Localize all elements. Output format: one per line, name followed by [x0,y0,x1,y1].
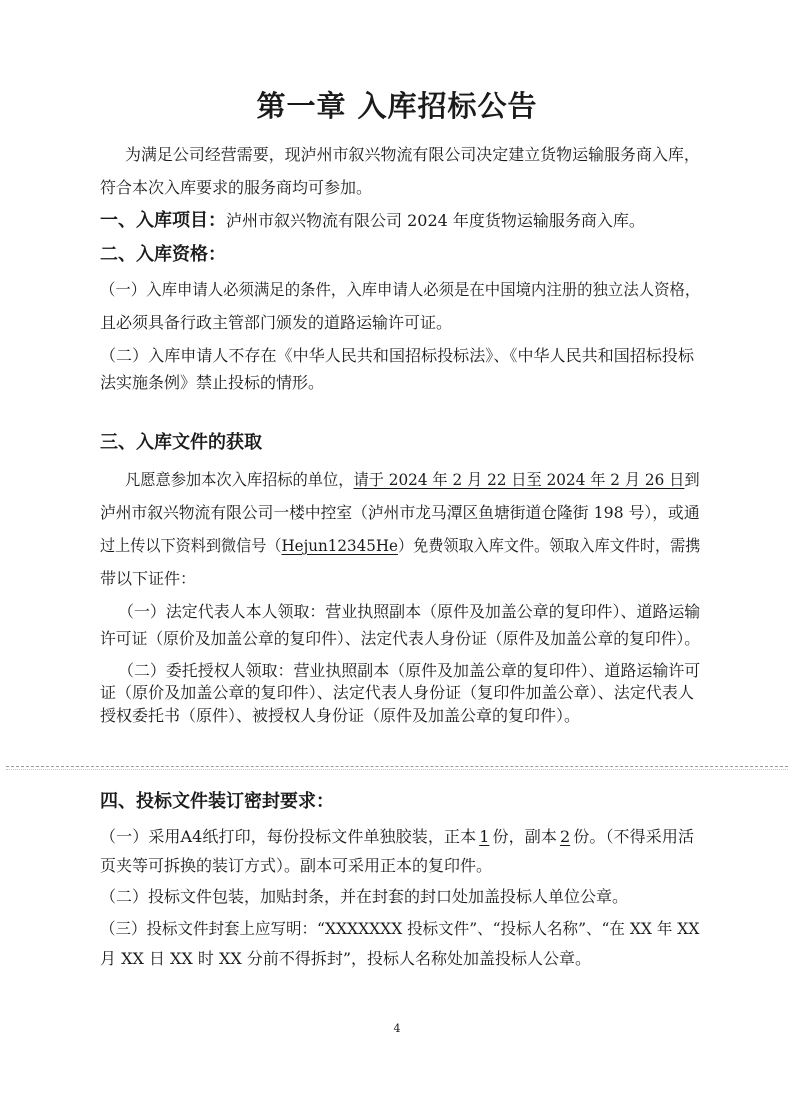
section-3-heading: 三、入库文件的获取 [100,432,262,453]
intro-line-1: 为满足公司经营需要，现泸州市叙兴物流有限公司决定建立货物运输服务商入库， [125,145,700,164]
section-1 [100,211,645,231]
section-2-p2-line-2: 法实施条例》禁止投标的情形。 [100,373,325,392]
section-3-line-1-c: 到 [684,470,700,489]
section-1-heading: 一、入库项目： [100,210,226,231]
section-4-p1-line-2: 页夹等可拆换的装订方式）。副本可采用正本的复印件。 [100,856,493,875]
section-3-p1-line-2: 许可证（原价及加盖公章的复印件）、法定代表人身份证（原件及加盖公章的复印件）。 [100,629,701,648]
section-2-p1-line-2: 且必须具备行政主管部门颁发的道路运输许可证。 [100,313,453,332]
registration-dates: 请于 2024 年 2 月 22 日至 2024 年 2 月 26 日 [353,470,685,489]
page-number: 4 [393,1022,401,1035]
section-4-p1-a: （一）采用A4纸打印，每份投标文件单独胶装，正本 [100,827,477,846]
section-4-p3-line-2: 月 XX 日 XX 时 XX 分前不得拆封”，投标人名称处加盖投标人公章。 [100,949,592,968]
chapter-title: 第一章 入库招标公告 [256,89,538,123]
section-1-text: 泸州市叙兴物流有限公司 2024 年度货物运输服务商入库。 [226,211,645,230]
section-3-line-3 [100,536,701,556]
section-3-p2-line-3: 授权委托书（原件）、被授权人身份证（原件及加盖公章的复印件）。 [100,706,581,725]
section-3-p2-line-2: 证（原价及加盖公章的复印件）、法定代表人身份证（复印件加盖公章）、法定代表人 [100,683,694,702]
wechat-id: Hejun12345He [281,536,398,555]
scan-divider [6,766,788,767]
section-3-line-2: 泸州市叙兴物流有限公司一楼中控室（泸州市龙马潭区鱼塘街道仓隆街 198 号），或通 [100,503,700,522]
duplicate-copies-count: 2 [559,827,571,846]
section-3-p1-line-1: （一）法定代表人本人领取：营业执照副本（原件及加盖公章的复印件）、道路运输 [118,602,701,621]
section-2-p2-line-1: （二）入库申请人不存在《中华人民共和国招标投标法》、《中华人民共和国招标投标 [100,346,694,365]
original-copies-count: 1 [479,827,490,846]
section-4-p1-c: 份。（不得采用活 [573,827,694,846]
section-3-line-4: 带以下证件： [100,569,197,588]
scan-divider-shadow [6,769,788,770]
section-4-p2: （二）投标文件包装，加贴封条，并在封套的封口处加盖投标人单位公章。 [100,887,629,906]
intro-line-2: 符合本次入库要求的服务商均可参加。 [100,178,373,197]
section-3-line-1 [125,470,700,490]
section-4-p1-b: 份，副本 [492,827,557,846]
section-2-heading: 二、入库资格： [100,244,226,265]
section-4-p3-line-1: （三）投标文件封套上应写明：“XXXXXXX 投标文件”、“投标人名称”、“在 XX 年 XX [100,919,700,938]
section-3-p2-line-1: （二）委托授权人领取：营业执照副本（原件及加盖公章的复印件）、道路运输许可 [118,661,701,680]
section-3-line-1-a: 凡愿意参加本次入库招标的单位， [125,470,354,489]
section-4-p1-line-1 [100,827,694,847]
section-3-line-3-b: ）免费领取入库文件。领取入库文件时，需携 [397,536,701,555]
section-3-line-3-a: 过上传以下资料到微信号（ [100,536,282,555]
section-2-p1-line-1: （一）入库申请人必须满足的条件，入库申请人必须是在中国境内注册的独立法人资格， [100,280,701,299]
section-4-heading: 四、投标文件装订密封要求： [100,791,334,812]
